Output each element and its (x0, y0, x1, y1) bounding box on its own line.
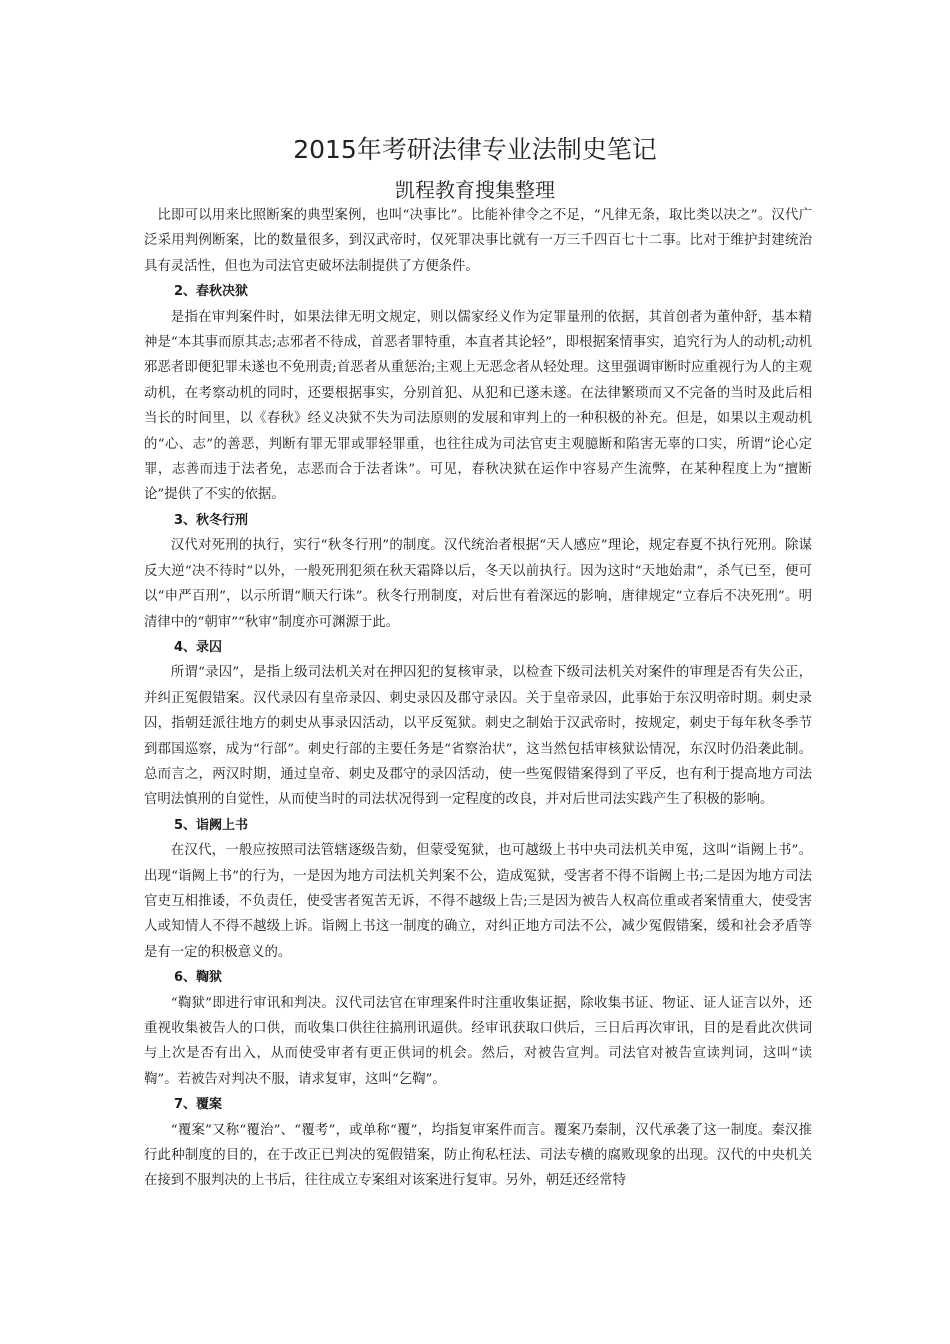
section-paragraph: 在汉代，一般应按照司法管辖逐级告劾，但蒙受冤狱，也可越级上书中央司法机关申冤，这叫“诣阙上书”。出现“诣阙上书”的行为，一是因为地方司法机关判案不公，造成冤狱，受害者不得不诣阙上书;二是因为地方司法官吏互相推诿，不负责任，使受害者冤苦无诉，不得不越级上告;三是因为被告人权高位重或者案情重大，使受害人或知情人不得不越级上诉。诣阙上书这一制度的确立，对纠正地方司法不公，减少冤假错案，缓和社会矛盾等是有一定的积极意义的。 (144, 843, 812, 960)
intro-paragraph: 比即可以用来比照断案的典型案例，也叫“决事比”。比能补律令之不足，“凡律无条，取比类以决之”。汉代广泛采用判例断案，比的数量很多，到汉武帝时，仅死罪决事比就有一万三千四百七十二事。比对于维护封建统治具有灵活性，但也为司法官吏破坏法制提供了方便条件。 (144, 208, 812, 274)
section-heading: 7、覆案 (174, 1097, 223, 1113)
document-title: 2015年考研法律专业法制史笔记 (293, 135, 657, 164)
section-paragraph: “鞫狱”即进行审讯和判决。汉代司法官在审理案件时注重收集证据，除收集书证、物证、证人证言以外，还重视收集被告人的口供，而收集口供往往搞刑讯逼供。经审讯获取口供后，三日后再次审讯，目的是看此次供词与上次是否有出入，从而使受审者有更正供词的机会。然后，对被告宣判。司法官对被告宣读判词，这叫“读鞫”。若被告对判决不服，请求复审，这叫“乞鞫”。 (144, 995, 812, 1087)
section-paragraph: 所谓“录囚”，是指上级司法机关对在押囚犯的复核审录，以检查下级司法机关对案件的审理是否有失公正，并纠正冤假错案。汉代录囚有皇帝录囚、刺史录囚及郡守录囚。关于皇帝录囚，此事始于东汉明帝时期。刺史录囚，指朝廷派往地方的刺史从事录囚活动，以平反冤狱。刺史之制始于汉武帝时，按规定，刺史于每年秋冬季节到郡国巡察，成为“行部”。刺史行部的主要任务是“省察治状”，这当然包括审核狱讼情况，东汉时仍沿袭此制。总而言之，两汉时期，通过皇帝、刺史及郡守的录囚活动，使一些冤假错案得到了平反，也有利于提高地方司法官明法慎刑的自觉性，从而使当时的司法状况得到一定程度的改良，并对后世司法实践产生了积极的影响。 (144, 665, 812, 808)
section-heading: 6、鞫狱 (174, 970, 223, 986)
section-paragraph: 是指在审判案件时，如果法律无明文规定，则以儒家经义作为定罪量刑的依据，其首创者为董仲舒，基本精神是“本其事而原其志;志邪者不待成，首恶者罪特重，本直者其论轻”，即根据案情事实，追究行为人的动机;动机邪恶者即便犯罪未遂也不免刑责;首恶者从重惩治;主观上无恶念者从轻处理。这里强调审断时应重视行为人的主观动机，在考察动机的同时，还要根据事实，分别首犯、从犯和已遂未遂。在法律繁琐而又不完备的当时及此后相当长的时间里，以《春秋》经义决狱不失为司法原则的发展和审判上的一种积极的补充。但是，如果以主观动机的“心、志”的善恶，判断有罪无罪或罪轻罪重，也往往成为司法官吏主观臆断和陷害无辜的口实，所谓“论心定罪，志善而违于法者免，志恶而合于法者诛”。可见，春秋决狱在运作中容易产生流弊，在某种程度上为“擅断论”提供了不实的依据。 (144, 309, 812, 503)
section-heading: 2、春秋决狱 (174, 284, 249, 300)
section-heading: 3、秋冬行刑 (174, 512, 249, 528)
document-body (144, 203, 812, 1194)
section-heading: 4、录囚 (174, 639, 223, 655)
document-subtitle: 凯程教育搜集整理 (395, 178, 555, 202)
section-paragraph: 汉代对死刑的执行，实行“秋冬行刑”的制度。汉代统治者根据“天人感应”理论，规定春夏不执行死刑。除谋反大逆“决不待时”以外，一般死刑犯须在秋天霜降以后，冬天以前执行。因为这时“天地始肃”，杀气已至，便可以“申严百刑”，以示所谓“顺天行诛”。秋冬行刑制度，对后世有着深远的影响，唐律规定“立春后不决死刑”。明清律中的“朝审”“秋审”制度亦可渊源于此。 (144, 538, 812, 630)
section-heading: 5、诣阙上书 (174, 817, 249, 833)
section-paragraph: “覆案”又称“覆治”、“覆考”，或单称“覆”，均指复审案件而言。覆案乃秦制，汉代承袭了这一制度。秦汉推行此种制度的目的，在于改正已判决的冤假错案，防止徇私枉法、司法专横的腐败现象的出现。汉代的中央机关在接到不服判决的上书后，往往成立专案组对该案进行复审。另外，朝廷还经常特 (144, 1122, 812, 1189)
